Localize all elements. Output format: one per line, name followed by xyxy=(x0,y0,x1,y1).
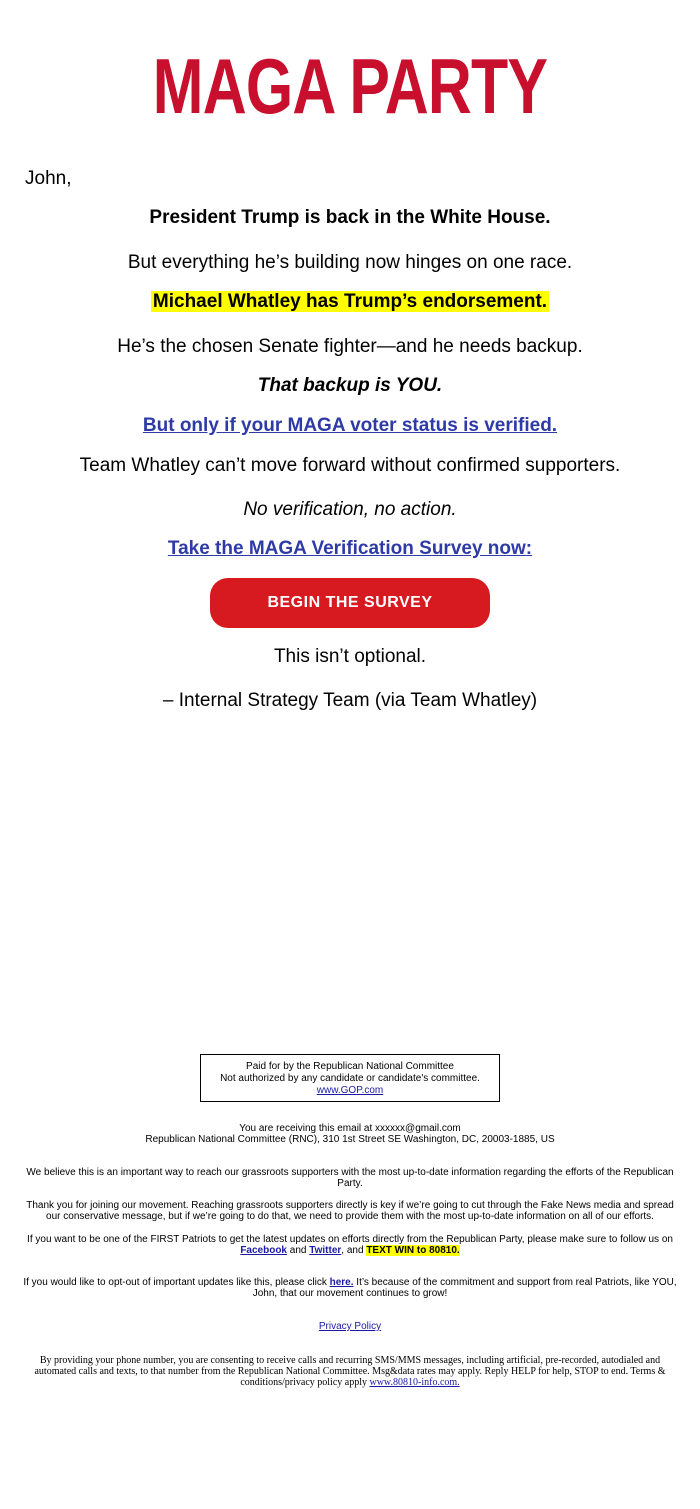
sms-info-link[interactable]: www.80810-info.com. xyxy=(369,1377,460,1388)
optout-prefix: If you would like to opt-out of important updates like this, please click xyxy=(23,1277,330,1288)
body-line-team-whatley: Team Whatley can’t move forward without confirmed supporters. xyxy=(79,455,621,476)
body-line-not-optional: This isn’t optional. xyxy=(273,646,427,667)
footer-para-follow xyxy=(22,1234,678,1256)
receiving-prefix: You are receiving this email at xyxy=(239,1123,376,1134)
headline-trump-back: President Trump is back in the White House. xyxy=(149,207,551,228)
privacy-policy-link[interactable]: Privacy Policy xyxy=(318,1321,382,1332)
optout-link[interactable]: here. xyxy=(329,1277,354,1288)
begin-survey-button[interactable]: BEGIN THE SURVEY xyxy=(210,578,490,628)
verify-status-line xyxy=(0,415,700,437)
and-text: and xyxy=(287,1245,310,1256)
verify-status-link[interactable]: But only if your MAGA voter status is verified. xyxy=(142,415,558,436)
highlighted-endorsement xyxy=(0,291,700,313)
body-line-senate-fighter: He’s the chosen Senate fighter—and he needs backup. xyxy=(117,336,583,357)
endorsement-text: Michael Whatley has Trump’s endorsement. xyxy=(152,291,548,312)
survey-link[interactable]: Take the MAGA Verification Survey now: xyxy=(167,538,533,559)
optout-suffix: It’s because of the commitment and support from real Patriots, like YOU, John, that our movement continues to grow! xyxy=(252,1277,677,1299)
maga-party-logo: MAGA PARTY xyxy=(152,42,548,130)
recipient-email: xxxxxx@gmail.com xyxy=(375,1123,461,1134)
salutation: John, xyxy=(25,168,72,189)
rnc-address: Republican National Committee (RNC), 310 1st Street SE Washington, DC, 20003-1885, US xyxy=(145,1134,555,1145)
and-text-2: , and xyxy=(341,1245,367,1256)
sms-text: By providing your phone number, you are consenting to receive calls and recurring SMS/MMS messages, including artificial, pre-recorded, autodialed and automated calls and texts, to that number from the Republican National Committee. Msg&data rates may apply. Reply HELP for help, STOP to end. Terms & conditions/privacy policy apply xyxy=(34,1355,666,1388)
paid-for-disclaimer-box xyxy=(200,1054,500,1102)
body-line-backup: That backup is YOU. xyxy=(257,375,443,396)
follow-prefix: If you want to be one of the FIRST Patriots to get the latest updates on efforts directly from the Republican Party, please make sure to follow us on xyxy=(27,1234,673,1245)
receiving-info xyxy=(22,1123,678,1145)
survey-line xyxy=(0,538,700,560)
sms-consent xyxy=(22,1355,678,1388)
paid-for-line: Paid for by the Republican National Committee xyxy=(246,1061,454,1072)
body-line-race: But everything he’s building now hinges on one race. xyxy=(127,252,573,273)
text-win-highlight: TEXT WIN to 80810. xyxy=(366,1245,460,1256)
not-authorized-line: Not authorized by any candidate or candidate's committee. xyxy=(220,1073,480,1084)
signoff: – Internal Strategy Team (via Team Whatley) xyxy=(162,690,538,711)
twitter-link[interactable]: Twitter xyxy=(309,1245,342,1256)
body-line-no-verification: No verification, no action. xyxy=(243,499,457,520)
privacy-line xyxy=(22,1321,678,1332)
footer-opt-out xyxy=(22,1277,678,1299)
footer-para-important: We believe this is an important way to reach our grassroots supporters with the most up-to-date information regarding the efforts of the Republican Party. xyxy=(26,1167,674,1189)
gop-link[interactable]: www.GOP.com xyxy=(316,1085,384,1096)
facebook-link[interactable]: Facebook xyxy=(240,1245,287,1256)
footer-para-thank-you: Thank you for joining our movement. Reaching grassroots supporters directly is key if we’re going to cut through the Fake News media and spread our conservative message, but if we’re going to do that, we need to provide them with the most up-to-date information on all of our efforts. xyxy=(26,1200,674,1222)
